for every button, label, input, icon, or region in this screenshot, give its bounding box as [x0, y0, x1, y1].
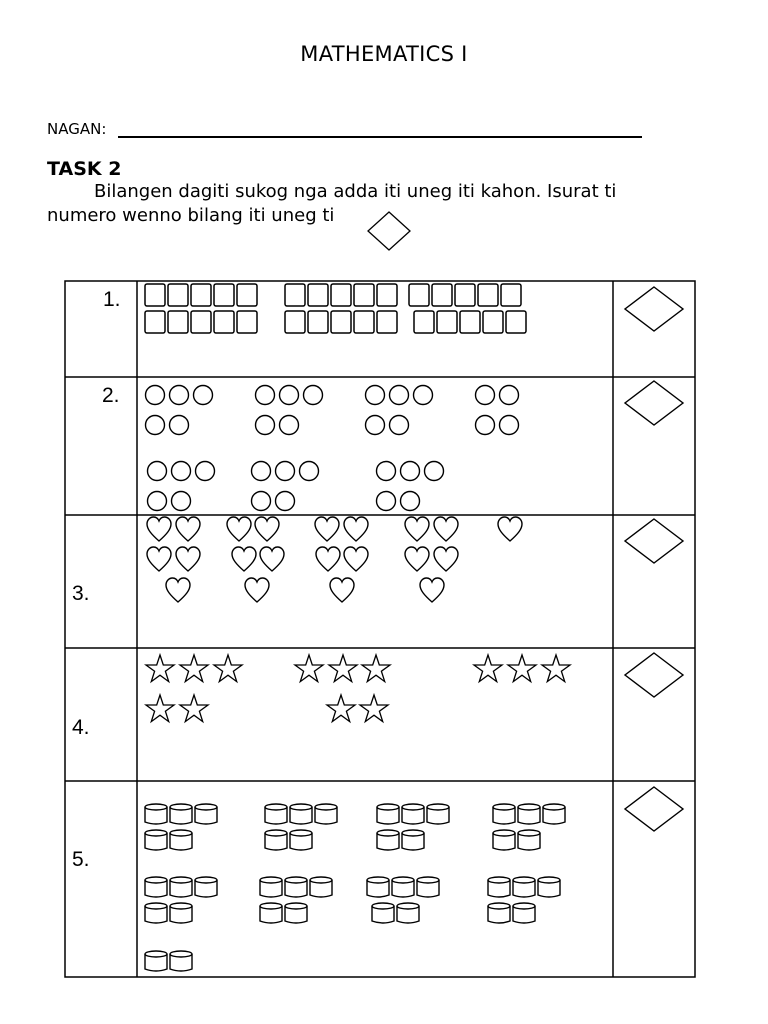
- cylinder-icon: [377, 804, 399, 824]
- cylinder-icon: [493, 804, 515, 824]
- square-icon: [237, 284, 257, 306]
- square-icon: [501, 284, 521, 306]
- cylinder-icon: [265, 830, 287, 850]
- circle-icon: [252, 462, 271, 481]
- star-icon: [362, 655, 390, 682]
- heart-icon: [344, 517, 368, 541]
- circle-icon: [172, 492, 191, 511]
- cylinder-icon: [543, 804, 565, 824]
- row-number: 1.: [103, 288, 121, 311]
- square-icon: [145, 284, 165, 306]
- circle-icon: [401, 492, 420, 511]
- square-icon: [308, 311, 328, 333]
- star-icon: [180, 655, 208, 682]
- cylinder-icon: [290, 804, 312, 824]
- square-icon: [191, 311, 211, 333]
- square-icon: [145, 311, 165, 333]
- circle-icon: [366, 386, 385, 405]
- cylinder-icon: [377, 830, 399, 850]
- square-icon: [377, 311, 397, 333]
- cylinder-icon: [170, 804, 192, 824]
- star-icon: [327, 695, 355, 722]
- star-icon: [146, 695, 174, 722]
- heart-icon: [232, 547, 256, 571]
- cylinder-icon: [488, 903, 510, 923]
- cylinder-icon: [493, 830, 515, 850]
- heart-icon: [260, 547, 284, 571]
- square-icon: [354, 311, 374, 333]
- square-icon: [409, 284, 429, 306]
- table-grid: [65, 281, 695, 977]
- heart-icon: [405, 547, 429, 571]
- star-icon: [180, 695, 208, 722]
- square-icon: [460, 311, 480, 333]
- cylinder-icon: [310, 877, 332, 897]
- square-icon: [214, 284, 234, 306]
- circle-icon: [252, 492, 271, 511]
- star-icon: [508, 655, 536, 682]
- heart-icon: [434, 547, 458, 571]
- circle-icon: [276, 492, 295, 511]
- heart-icon: [315, 517, 339, 541]
- circle-icon: [300, 462, 319, 481]
- star-icon: [474, 655, 502, 682]
- heart-icon: [245, 578, 269, 602]
- cylinder-icon: [367, 877, 389, 897]
- cylinder-icon: [195, 877, 217, 897]
- circle-icon: [172, 462, 191, 481]
- square-icon: [285, 284, 305, 306]
- circle-icon: [256, 416, 275, 435]
- heart-icon: [166, 578, 190, 602]
- cylinder-icon: [392, 877, 414, 897]
- row-number: 2.: [102, 384, 120, 407]
- heart-icon: [420, 578, 444, 602]
- circle-icon: [304, 386, 323, 405]
- circle-icon: [146, 416, 165, 435]
- cylinder-icon: [285, 903, 307, 923]
- diamond-icon: [625, 653, 683, 697]
- square-icon: [214, 311, 234, 333]
- square-icon: [191, 284, 211, 306]
- heart-icon: [147, 517, 171, 541]
- square-icon: [168, 311, 188, 333]
- answer-diamond-4[interactable]: [625, 653, 683, 697]
- circle-icon: [390, 416, 409, 435]
- circle-icon: [276, 462, 295, 481]
- circle-icon: [401, 462, 420, 481]
- star-icon: [295, 655, 323, 682]
- circle-icon: [377, 492, 396, 511]
- cylinder-icon: [260, 903, 282, 923]
- cylinder-icon: [290, 830, 312, 850]
- square-icon: [331, 311, 351, 333]
- heart-icon: [255, 517, 279, 541]
- cylinder-icon: [170, 830, 192, 850]
- answer-diamond-2[interactable]: [625, 381, 683, 425]
- cylinder-icon: [145, 903, 167, 923]
- cylinder-icon: [170, 877, 192, 897]
- cylinder-icon: [145, 804, 167, 824]
- square-icon: [506, 311, 526, 333]
- heart-icon: [344, 547, 368, 571]
- cylinder-icon: [513, 877, 535, 897]
- row-number: 4.: [72, 716, 90, 739]
- cylinder-icon: [265, 804, 287, 824]
- square-icon: [483, 311, 503, 333]
- circle-icon: [476, 386, 495, 405]
- row-4-stars: [146, 655, 570, 722]
- circle-icon: [500, 386, 519, 405]
- row-5-cylinders: [145, 804, 565, 971]
- heart-icon: [330, 578, 354, 602]
- square-icon: [237, 311, 257, 333]
- cylinder-icon: [372, 903, 394, 923]
- circle-icon: [390, 386, 409, 405]
- diamond-icon: [625, 381, 683, 425]
- cylinder-icon: [538, 877, 560, 897]
- square-icon: [308, 284, 328, 306]
- circle-icon: [476, 416, 495, 435]
- page-title: MATHEMATICS I: [300, 42, 468, 66]
- star-icon: [542, 655, 570, 682]
- square-icon: [414, 311, 434, 333]
- square-icon: [168, 284, 188, 306]
- row-1-squares: [145, 284, 526, 333]
- row-2-circles: [146, 386, 519, 511]
- circle-icon: [148, 492, 167, 511]
- square-icon: [455, 284, 475, 306]
- heart-icon: [405, 517, 429, 541]
- heart-icon: [434, 517, 458, 541]
- cylinder-icon: [145, 830, 167, 850]
- cylinder-icon: [402, 830, 424, 850]
- square-icon: [377, 284, 397, 306]
- row-number: 3.: [72, 582, 90, 605]
- diamond-icon: [625, 787, 683, 831]
- heart-icon: [227, 517, 251, 541]
- heart-icon: [176, 547, 200, 571]
- cylinder-icon: [488, 877, 510, 897]
- heart-icon: [316, 547, 340, 571]
- square-icon: [331, 284, 351, 306]
- square-icon: [432, 284, 452, 306]
- circle-icon: [196, 462, 215, 481]
- circle-icon: [425, 462, 444, 481]
- square-icon: [285, 311, 305, 333]
- cylinder-icon: [518, 804, 540, 824]
- cylinder-icon: [397, 903, 419, 923]
- instruction-line-1: Bilangen dagiti sukog nga adda iti uneg iti kahon. Isurat ti: [94, 181, 617, 202]
- square-icon: [478, 284, 498, 306]
- circle-icon: [256, 386, 275, 405]
- star-icon: [360, 695, 388, 722]
- answer-diamond-5[interactable]: [625, 787, 683, 831]
- heart-icon: [498, 517, 522, 541]
- heart-icon: [176, 517, 200, 541]
- circle-icon: [280, 416, 299, 435]
- answer-diamond-3[interactable]: [625, 519, 683, 563]
- square-icon: [354, 284, 374, 306]
- cylinder-icon: [518, 830, 540, 850]
- square-icon: [437, 311, 457, 333]
- cylinder-icon: [417, 877, 439, 897]
- circle-icon: [280, 386, 299, 405]
- cylinder-icon: [427, 804, 449, 824]
- star-icon: [329, 655, 357, 682]
- task-title: TASK 2: [47, 158, 122, 180]
- cylinder-icon: [513, 903, 535, 923]
- cylinder-icon: [170, 951, 192, 971]
- cylinder-icon: [315, 804, 337, 824]
- row-number: 5.: [72, 848, 90, 871]
- circle-icon: [377, 462, 396, 481]
- circle-icon: [366, 416, 385, 435]
- cylinder-icon: [145, 877, 167, 897]
- circle-icon: [414, 386, 433, 405]
- answer-diamond-1[interactable]: [625, 287, 683, 331]
- instruction-line-2: numero wenno bilang iti uneg ti: [47, 205, 335, 226]
- cylinder-icon: [145, 951, 167, 971]
- diamond-icon: [625, 519, 683, 563]
- name-label: NAGAN:: [47, 120, 107, 138]
- circle-icon: [148, 462, 167, 481]
- row-3-hearts: [147, 517, 522, 602]
- heart-icon: [147, 547, 171, 571]
- cylinder-icon: [260, 877, 282, 897]
- circle-icon: [194, 386, 213, 405]
- cylinder-icon: [285, 877, 307, 897]
- circle-icon: [500, 416, 519, 435]
- cylinder-icon: [402, 804, 424, 824]
- cylinder-icon: [170, 903, 192, 923]
- circle-icon: [146, 386, 165, 405]
- star-icon: [214, 655, 242, 682]
- cylinder-icon: [195, 804, 217, 824]
- circle-icon: [170, 416, 189, 435]
- star-icon: [146, 655, 174, 682]
- circle-icon: [170, 386, 189, 405]
- diamond-icon: [625, 287, 683, 331]
